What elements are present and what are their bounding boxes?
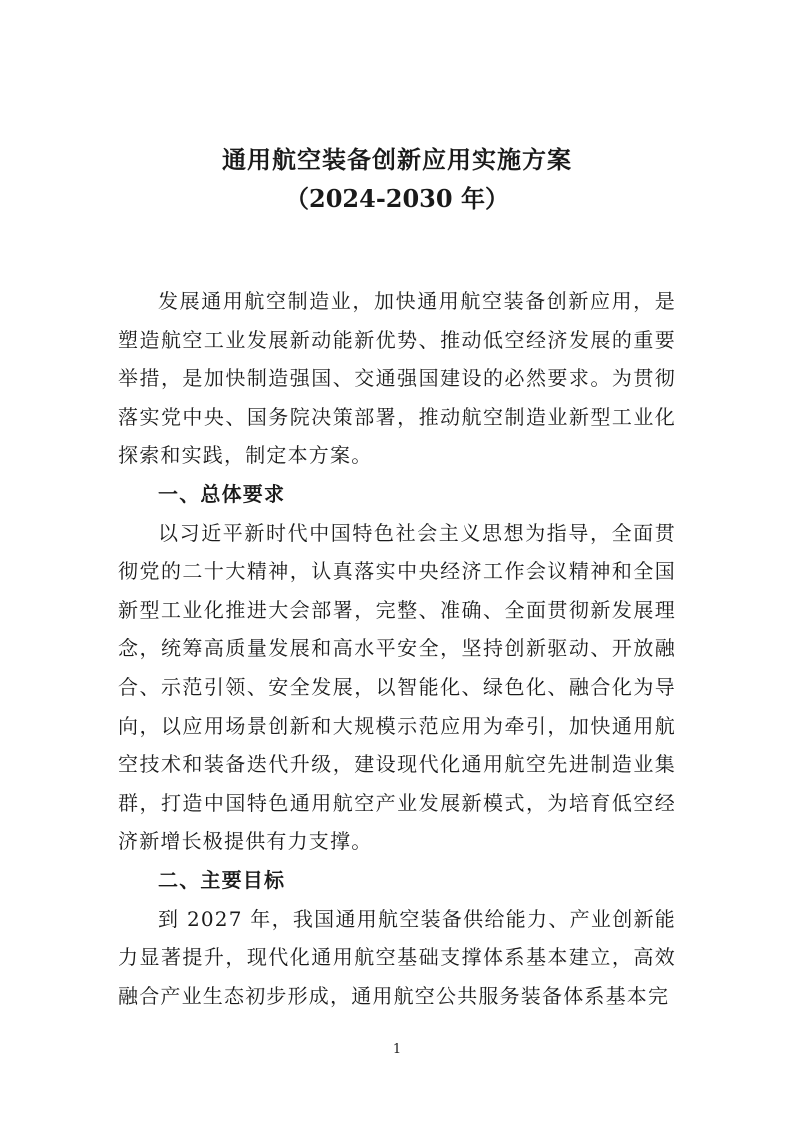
page-number: 1 [392,1042,402,1057]
page-title: 通用航空装备创新应用实施方案 [222,145,572,174]
section-heading-main-goals: 二、主要目标 [158,867,286,892]
section-heading-overall-requirements: 一、总体要求 [158,481,286,506]
section-paragraph-main-goals: 到 2027 年，我国通用航空装备供给能力、产业创新能力显著提升，现代化通用航空基础支撑体系基本建立，高效融合产业生态初步形成，通用航空公共服务装备体系基本完 [118,906,676,1008]
intro-paragraph: 发展通用航空制造业，加快通用航空装备创新应用，是塑造航空工业发展新动能新优势、推动低空经济发展的重要举措，是加快制造强国、交通强国建设的必然要求。为贯彻落实党中央、国务院决策部署，推动航空制造业新型工业化探索和实践，制定本方案。 [118,289,676,468]
document-body [118,282,676,1015]
page-subtitle: （2024-2030 年） [285,184,509,213]
section-paragraph-overall-requirements: 以习近平新时代中国特色社会主义思想为指导，全面贯彻党的二十大精神，认真落实中央经济工作会议精神和全国新型工业化推进大会部署，完整、准确、全面贯彻新发展理念，统筹高质量发展和高水平安全，坚持创新驱动、开放融合、示范引领、安全发展，以智能化、绿色化、融合化为导向，以应用场景创新和大规模示范应用为牵引，加快通用航空技术和装备迭代升级，建设现代化通用航空先进制造业集群，打造中国特色通用航空产业发展新模式，为培育低空经济新增长极提供有力支撑。 [118,520,676,854]
